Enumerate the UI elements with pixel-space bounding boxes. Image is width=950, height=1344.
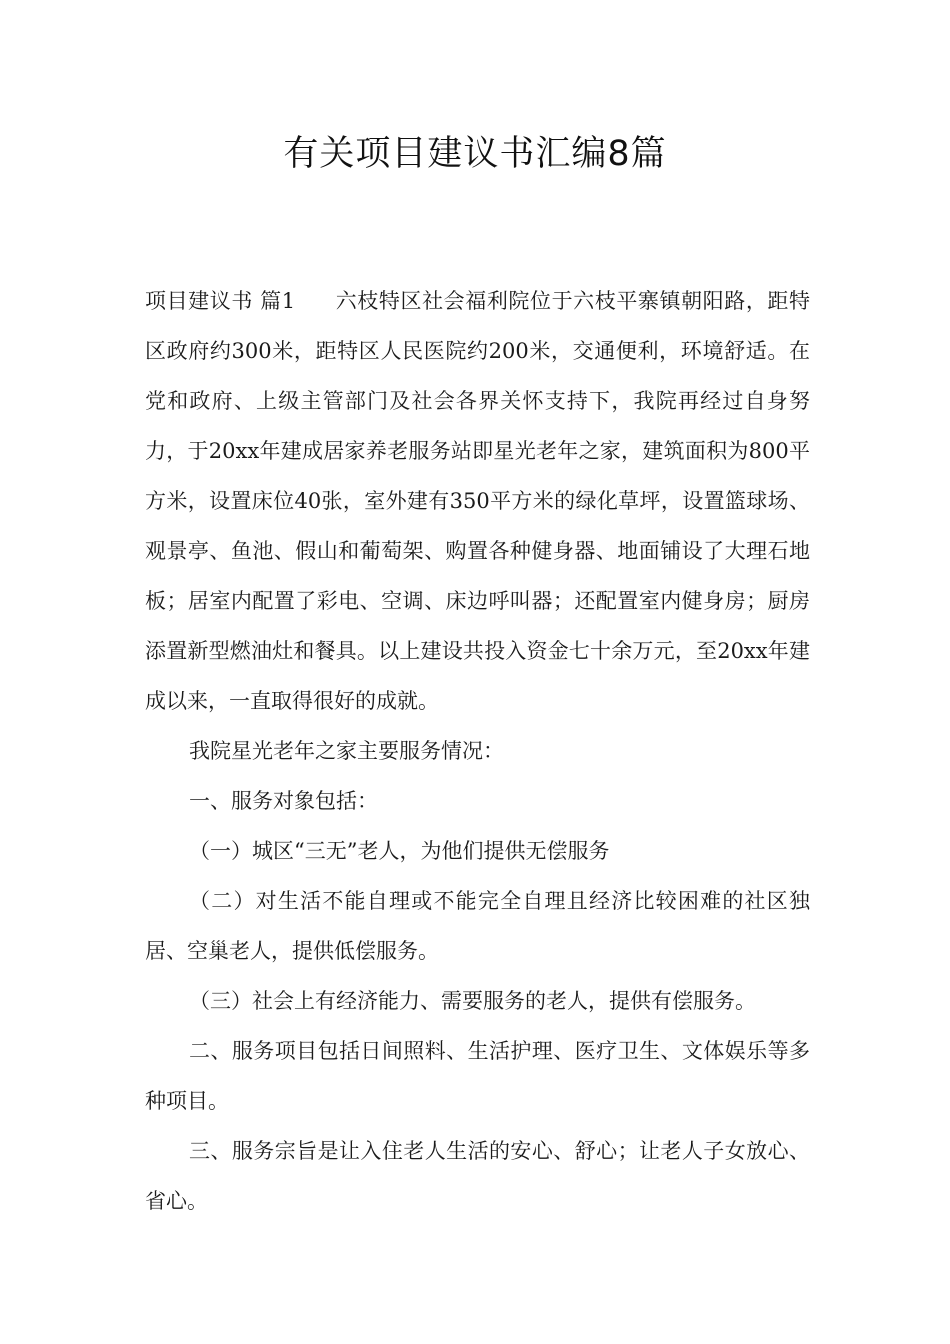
- paragraph: （一）城区“三无”老人，为他们提供无偿服务: [189, 839, 610, 863]
- paragraph: 一、服务对象包括：: [189, 789, 378, 813]
- intro-text: 六枝特区社会福利院位于六枝平寨镇朝阳路，距特区政府约300米，距特区人民医院约200米，交通便利，环境舒适。在党和政府、上级主管部门及社会各界关怀支持下，我院再经过自身努力，于20xx年建成居家养老服务站即星光老年之家，建筑面积为800平方米，设置床位40张，室外建有350平方米的绿化草坪，设置篮球场、观景亭、鱼池、假山和葡萄架、购置各种健身器、地面铺设了大理石地板；居室内配置了彩电、空调、床边呼叫器；还配置室内健身房；厨房添置新型燃油灶和餐具。以上建设共投入资金七十余万元，至20xx年建成以来，一直取得很好的成就。: [145, 289, 810, 713]
- paragraph-intro: [145, 276, 810, 726]
- paragraph: 三、服务宗旨是让入住老人生活的安心、舒心；让老人子女放心、省心。: [145, 1139, 810, 1213]
- section-heading: 项目建议书 篇1: [145, 289, 296, 313]
- paragraph: （二）对生活不能自理或不能完全自理且经济比较困难的社区独居、空巢老人，提供低偿服务。: [145, 889, 810, 963]
- document-body: [145, 276, 810, 1226]
- paragraph: 二、服务项目包括日间照料、生活护理、医疗卫生、文体娱乐等多种项目。: [145, 1039, 810, 1113]
- paragraph: （三）社会上有经济能力、需要服务的老人，提供有偿服务。: [189, 989, 756, 1013]
- paragraph: 我院星光老年之家主要服务情况：: [189, 739, 504, 763]
- document-title: 有关项目建议书汇编8篇: [283, 134, 667, 174]
